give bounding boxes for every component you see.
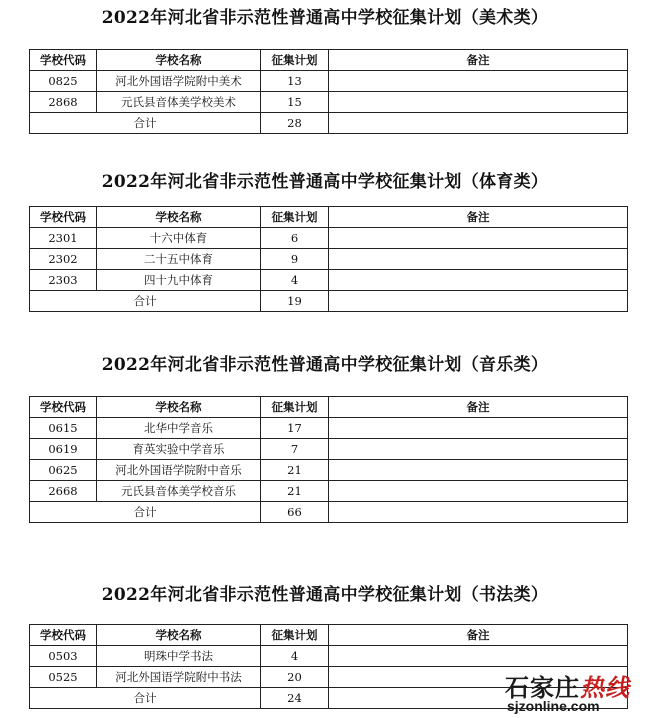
table-row (30, 92, 628, 113)
header-name: 学校名称 (97, 207, 261, 228)
table-header-row (30, 397, 628, 418)
cell-code: 2302 (30, 249, 97, 270)
cell-plan: 17 (261, 418, 329, 439)
total-label: 合计 (30, 502, 261, 523)
header-name: 学校名称 (97, 397, 261, 418)
total-row (30, 502, 628, 523)
total-row (30, 113, 628, 134)
cell-note (329, 92, 628, 113)
cell-plan: 21 (261, 460, 329, 481)
total-value: 28 (261, 113, 329, 134)
total-label: 合计 (30, 688, 261, 709)
cell-plan: 4 (261, 270, 329, 291)
cell-name: 河北外国语学院附中音乐 (97, 460, 261, 481)
cell-name: 元氏县音体美学校音乐 (97, 481, 261, 502)
header-name: 学校名称 (97, 625, 261, 646)
header-code: 学校代码 (30, 50, 97, 71)
cell-code: 2301 (30, 228, 97, 249)
header-name: 学校名称 (97, 50, 261, 71)
cell-code: 2868 (30, 92, 97, 113)
header-note: 备注 (329, 50, 628, 71)
cell-note (329, 460, 628, 481)
cell-plan: 7 (261, 439, 329, 460)
cell-name: 四十九中体育 (97, 270, 261, 291)
table-header-row (30, 625, 628, 646)
cell-code: 0503 (30, 646, 97, 667)
cell-code: 0625 (30, 460, 97, 481)
table-row (30, 249, 628, 270)
cell-plan: 4 (261, 646, 329, 667)
table-row (30, 439, 628, 460)
table-row (30, 460, 628, 481)
watermark-logo (505, 668, 645, 716)
header-code: 学校代码 (30, 207, 97, 228)
cell-code: 2668 (30, 481, 97, 502)
cell-name: 北华中学音乐 (97, 418, 261, 439)
cell-note (329, 291, 628, 312)
table-header-row (30, 207, 628, 228)
table-row (30, 646, 628, 667)
table-row (30, 481, 628, 502)
cell-name: 二十五中体育 (97, 249, 261, 270)
table-row (30, 270, 628, 291)
cell-plan: 15 (261, 92, 329, 113)
table-row (30, 71, 628, 92)
table-row (30, 418, 628, 439)
plan-table-art (29, 49, 628, 134)
header-code: 学校代码 (30, 625, 97, 646)
cell-name: 河北外国语学院附中书法 (97, 667, 261, 688)
cell-note (329, 418, 628, 439)
cell-note (329, 270, 628, 291)
watermark-url: sjzonline.com (507, 698, 600, 714)
watermark-hot-text: 热线 (580, 674, 630, 702)
table-row (30, 228, 628, 249)
cell-note (329, 439, 628, 460)
cell-name: 明珠中学书法 (97, 646, 261, 667)
section-title: 2022年河北省非示范性普通高中学校征集计划（书法类） (101, 585, 549, 605)
total-value: 24 (261, 688, 329, 709)
total-label: 合计 (30, 291, 261, 312)
cell-name: 育英实验中学音乐 (97, 439, 261, 460)
cell-plan: 21 (261, 481, 329, 502)
cell-plan: 20 (261, 667, 329, 688)
cell-code: 2303 (30, 270, 97, 291)
header-plan: 征集计划 (261, 207, 329, 228)
plan-table-sports (29, 206, 628, 312)
cell-plan: 13 (261, 71, 329, 92)
cell-name: 河北外国语学院附中美术 (97, 71, 261, 92)
table-header-row (30, 50, 628, 71)
section-title: 2022年河北省非示范性普通高中学校征集计划（体育类） (101, 172, 549, 192)
cell-note (329, 646, 628, 667)
cell-name: 十六中体育 (97, 228, 261, 249)
header-note: 备注 (329, 397, 628, 418)
header-note: 备注 (329, 207, 628, 228)
total-value: 19 (261, 291, 329, 312)
section-title: 2022年河北省非示范性普通高中学校征集计划（美术类） (101, 8, 549, 28)
total-value: 66 (261, 502, 329, 523)
cell-code: 0615 (30, 418, 97, 439)
plan-table-music (29, 396, 628, 523)
cell-note (329, 71, 628, 92)
cell-note (329, 249, 628, 270)
cell-name: 元氏县音体美学校美术 (97, 92, 261, 113)
cell-code: 0619 (30, 439, 97, 460)
header-plan: 征集计划 (261, 397, 329, 418)
cell-code: 0825 (30, 71, 97, 92)
section-title: 2022年河北省非示范性普通高中学校征集计划（音乐类） (101, 355, 549, 375)
total-label: 合计 (30, 113, 261, 134)
cell-note (329, 502, 628, 523)
header-note: 备注 (329, 625, 628, 646)
header-code: 学校代码 (30, 397, 97, 418)
cell-note (329, 113, 628, 134)
cell-note (329, 228, 628, 249)
header-plan: 征集计划 (261, 625, 329, 646)
cell-note (329, 481, 628, 502)
cell-plan: 6 (261, 228, 329, 249)
total-row (30, 291, 628, 312)
watermark-main-text: 石家庄 (505, 674, 580, 702)
cell-plan: 9 (261, 249, 329, 270)
header-plan: 征集计划 (261, 50, 329, 71)
cell-code: 0525 (30, 667, 97, 688)
